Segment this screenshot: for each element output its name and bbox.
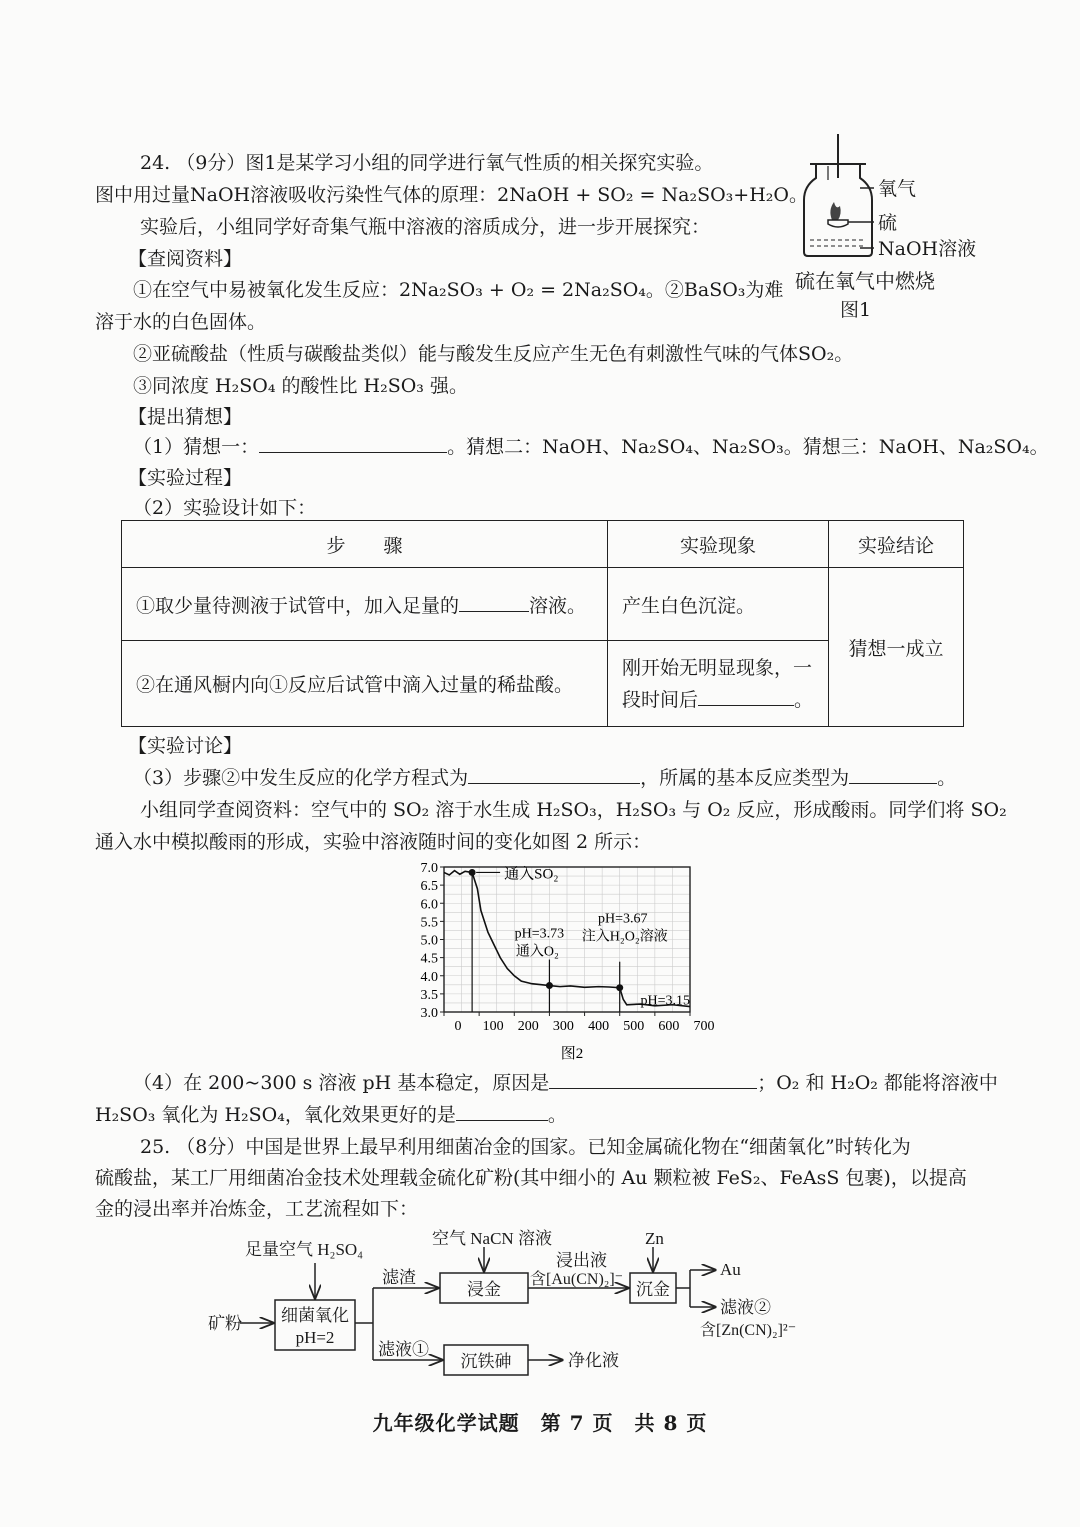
x-tick-label: 300: [552, 1019, 574, 1034]
q24-line8: [133, 434, 1049, 460]
marker-h2o2: [616, 984, 623, 991]
q24-line7: ③同浓度 H₂SO₄ 的酸性比 H₂SO₃ 强。: [133, 375, 468, 397]
label-inputs-air-acid: 足量空气 H₂SO₄: [245, 1240, 364, 1259]
label-leachate-content: 含[Au(CN)₂]⁻: [530, 1271, 624, 1288]
x-tick-label: 400: [588, 1019, 610, 1034]
phenomenon-2-end: 。: [794, 688, 814, 711]
q24-line10: [133, 765, 956, 791]
annotation-so2: 通入SO₂: [504, 866, 559, 883]
q24-line13: [133, 1070, 998, 1096]
label-filtrate-2: 滤液②: [720, 1298, 771, 1317]
q4-end: 。: [547, 1104, 567, 1126]
annotation-ph-367: pH=3.67: [597, 911, 648, 927]
annotation-ph-373: pH=3.73: [514, 926, 565, 942]
q3-end: 。: [937, 767, 957, 789]
annotation-ph-315: pH=3.15: [640, 993, 690, 1009]
heading-process: 【实验过程】: [128, 467, 243, 489]
answer-blank-equation[interactable]: [468, 765, 640, 784]
answer-blank-1[interactable]: [259, 434, 447, 453]
q24-line2: 图中用过量NaOH溶液吸收污染性气体的原理：2NaOH + SO₂ = Na₂SO₃+H₂O。: [95, 184, 808, 206]
y-tick-label: 4.0: [420, 969, 438, 985]
y-tick-label: 5.5: [420, 915, 438, 931]
q4-text-3: H₂SO₃ 氧化为 H₂SO₄，氧化效果更好的是: [95, 1104, 456, 1126]
conclusion-cell: 猜想一成立: [829, 568, 964, 727]
q24-line9: （2）实验设计如下：: [133, 497, 317, 519]
table-header-row: [122, 521, 964, 568]
y-tick-label: 6.5: [420, 879, 438, 895]
annotation-o2: 通入O₂: [515, 944, 559, 960]
figure1-caption: 硫在氧气中燃烧: [795, 269, 935, 293]
answer-blank-phenomenon[interactable]: [698, 687, 794, 706]
label-residue: 滤渣: [382, 1268, 416, 1287]
phenomenon-2: [608, 641, 829, 727]
q24-line11: 小组同学查阅资料：空气中的 SO₂ 溶于水生成 H₂SO₃，H₂SO₃ 与 O₂ 反应，形成酸雨。同学们将 SO₂: [140, 799, 1007, 821]
label-zinc: Zn: [645, 1229, 664, 1248]
process-flowchart: [190, 1225, 830, 1395]
y-tick-label: 4.5: [420, 951, 438, 967]
hypothesis-label: （1）猜想一：: [133, 436, 260, 458]
page-footer: 九年级化学试题 第 7 页 共 8 页: [372, 1411, 708, 1435]
answer-blank-reaction-type[interactable]: [849, 765, 937, 784]
q24-line6: ②亚硫酸盐（性质与碳酸盐类似）能与酸发生反应产生无色有刺激性气味的气体SO₂。: [133, 343, 854, 365]
q24-line3: 实验后，小组同学好奇集气瓶中溶液的溶质成分，进一步开展探究：: [140, 216, 711, 238]
box1-ph: pH=2: [295, 1328, 335, 1347]
heading-discussion: 【实验讨论】: [128, 735, 243, 757]
q25-line1: 25. （8分）中国是世界上最早利用细菌冶金的国家。已知金属硫化物在“细菌氧化”时转化为: [140, 1136, 911, 1158]
header-phenomenon: 实验现象: [608, 521, 829, 568]
label-filtrate-1: 滤液①: [378, 1340, 429, 1359]
experiment-table: [121, 520, 964, 727]
annotation-h2o2: 注入H₂O₂溶液: [581, 929, 668, 945]
label-ore: 矿粉: [208, 1314, 242, 1333]
figure1-number: 图1: [840, 299, 872, 321]
q24-line1: 24. （9分）图1是某学习小组的同学进行氧气性质的相关探究实验。: [140, 152, 714, 174]
q25-line2: 硫酸盐，某工厂用细菌冶金技术处理载金硫化矿粉(其中细小的 Au 颗粒被 FeS₂、FeAsS 包裹)，以提高: [95, 1167, 967, 1189]
phenomenon-2-line1: 刚开始无明显现象，一: [622, 656, 813, 679]
marker-o2: [546, 982, 553, 989]
figure1-label-oxygen: 氧气: [878, 178, 917, 200]
figure1-label-sulfur: 硫: [878, 212, 898, 234]
step-1-suffix: 溶液。: [529, 594, 587, 617]
x-tick-label: 700: [693, 1019, 715, 1034]
figure2-chart: [400, 855, 720, 1065]
x-tick-label: 200: [517, 1019, 539, 1034]
q24-line4: ①在空气中易被氧化发生反应：2Na₂SO₃ + O₂ = 2Na₂SO₄。②BaSO₃为难: [133, 279, 784, 301]
answer-blank-reason[interactable]: [549, 1070, 757, 1089]
q24-line14: [95, 1102, 567, 1128]
chart-title: 图2: [560, 1046, 584, 1062]
box4-text: 沉铁砷: [460, 1352, 512, 1371]
header-steps: 步 骤: [122, 521, 608, 568]
heading-hypothesis: 【提出猜想】: [128, 406, 243, 428]
hypothesis-text: 。猜想二：NaOH、Na₂SO₄、Na₂SO₃。猜想三：NaOH、Na₂SO₄。: [447, 436, 1049, 458]
answer-blank-oxidant[interactable]: [456, 1102, 548, 1121]
q25-line3: 金的浸出率并冶炼金，工艺流程如下：: [95, 1198, 419, 1220]
q4-text: （4）在 200~300 s 溶液 pH 基本稳定，原因是: [133, 1072, 550, 1094]
y-tick-label: 6.0: [420, 897, 438, 913]
header-conclusion: 实验结论: [829, 521, 964, 568]
box1-text: 细菌氧化: [281, 1306, 349, 1325]
box3-text: 沉金: [636, 1280, 670, 1299]
label-gold: Au: [720, 1260, 741, 1279]
step-1: [122, 568, 608, 641]
label-inputs-air-nacn: 空气 NaCN 溶液: [432, 1229, 552, 1248]
label-purified-liquid: 净化液: [568, 1351, 619, 1370]
label-leachate: 浸出液: [556, 1251, 607, 1270]
box2-text: 浸金: [467, 1280, 501, 1299]
step-2: ②在通风橱内向①反应后试管中滴入过量的稀盐酸。: [122, 641, 608, 727]
y-tick-label: 3.0: [420, 1006, 438, 1021]
y-tick-label: 5.0: [420, 933, 438, 949]
table-row: [122, 568, 964, 641]
q4-text-2: ；O₂ 和 H₂O₂ 都能将溶液中: [757, 1072, 998, 1094]
heading-reference: 【查阅资料】: [128, 248, 243, 270]
x-tick-label: 0: [454, 1019, 462, 1034]
step-1-text: ①取少量待测液于试管中，加入足量的: [136, 594, 460, 617]
q3-text: （3）步骤②中发生反应的化学方程式为: [133, 767, 469, 789]
y-tick-label: 7.0: [420, 861, 438, 876]
label-filtrate-2-content: 含[Zn(CN)₂]²⁻: [700, 1322, 797, 1339]
q3-text-2: ，所属的基本反应类型为: [640, 767, 850, 789]
phenomenon-2-line2: 段时间后: [622, 688, 699, 711]
x-tick-label: 500: [623, 1019, 645, 1034]
x-tick-label: 600: [658, 1019, 680, 1034]
answer-blank-reagent[interactable]: [459, 593, 529, 612]
q24-line5: 溶于水的白色固体。: [95, 311, 267, 333]
figure1-label-naoh: NaOH溶液: [878, 238, 977, 260]
phenomenon-1: 产生白色沉淀。: [608, 568, 829, 641]
q24-line12: 通入水中模拟酸雨的形成，实验中溶液随时间的变化如图 2 所示：: [95, 831, 652, 853]
x-tick-label: 100: [482, 1019, 504, 1034]
y-tick-label: 3.5: [420, 987, 438, 1003]
